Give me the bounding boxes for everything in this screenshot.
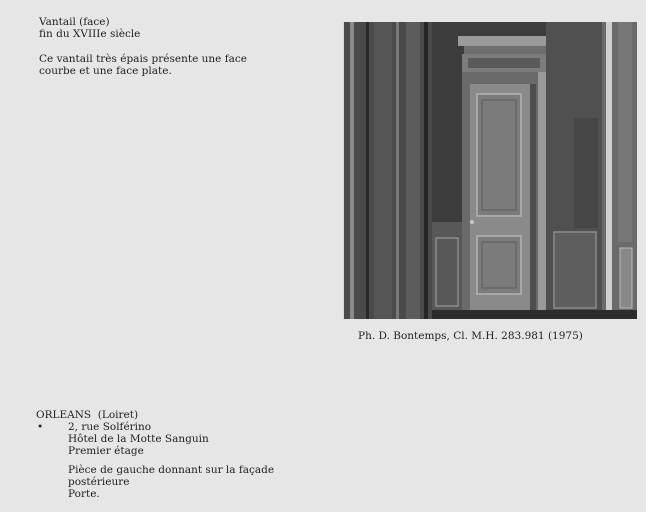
location-floor: Premier étage — [68, 445, 144, 457]
description-line-2: courbe et une face plate. — [39, 65, 172, 77]
door-photo-illustration — [344, 22, 637, 319]
description-line-1: Ce vantail très épais présente une face — [39, 53, 247, 65]
object-date: fin du XVIIIe siècle — [39, 28, 141, 40]
location-city: ORLEANS (Loiret) — [36, 409, 139, 421]
location-building: Hôtel de la Motte Sanguin — [68, 433, 209, 445]
list-bullet: • — [37, 421, 44, 433]
location-note-line-3: Porte. — [68, 488, 100, 500]
location-note-line-1: Pièce de gauche donnant sur la façade — [68, 464, 275, 476]
photo-credit: Ph. D. Bontemps, Cl. M.H. 283.981 (1975) — [358, 330, 583, 342]
location-note-line-2: postérieure — [68, 476, 130, 488]
object-title: Vantail (face) — [39, 16, 110, 28]
door-photograph — [343, 22, 637, 319]
location-address: 2, rue Solférino — [68, 421, 152, 433]
